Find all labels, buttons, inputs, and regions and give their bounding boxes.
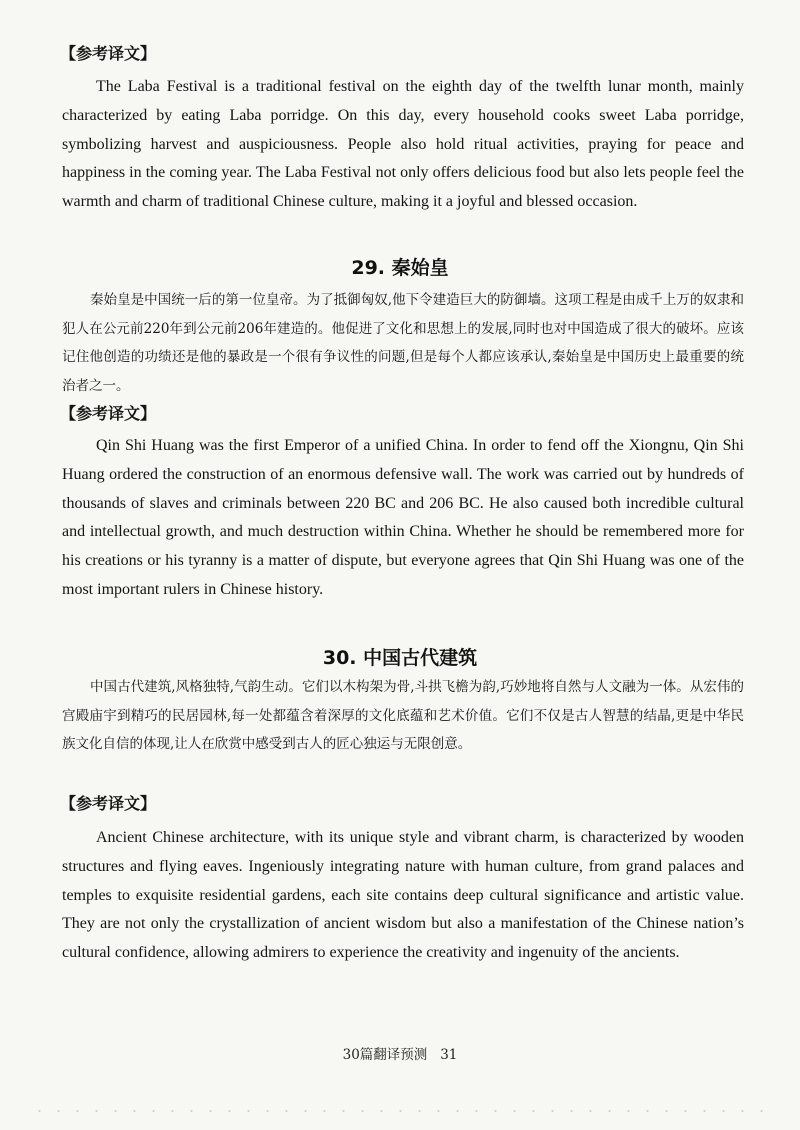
chinese-paragraph: 秦始皇是中国统一后的第一位皇帝。为了抵御匈奴,他下令建造巨大的防御墙。这项工程是由成千上万的奴隶和犯人在公元前220年到公元前206年建造的。他促进了文化和思想上的发展,同时也对中国造成了很大的破坏。应该记住他创造的功绩还是他的暴政是一个很有争议性的问题,但是每个人都应该承认,秦始皇是中国历史上最重要的统治者之一。 — [62, 292, 744, 394]
reference-translation-label: 【参考译文】 — [60, 794, 157, 813]
page-number: 31 — [440, 1047, 458, 1063]
book-title: 30篇翻译预测 — [342, 1047, 428, 1063]
qin-shi-huang-translation — [62, 432, 744, 605]
translation-paragraph: Ancient Chinese architecture, with its unique style and vibrant charm, is characterized by wooden structures and flying eaves. Ingeniously integrating nature with human culture, from grand palaces and temples to exquisite residential gardens, each site contains deep cultural significance and artistic value. They are not only the crystallization of ancient wisdom but also a manifestation of the Chinese nation’s cultural confidence, allowing admirers to experience the creativity and ingenuity of the ancients. — [62, 829, 744, 962]
scan-speckle-decoration — [30, 1108, 770, 1114]
architecture-translation — [62, 824, 744, 968]
section-29-title: 29. 秦始皇 — [351, 257, 449, 279]
qin-shi-huang-chinese-text — [62, 286, 744, 400]
translation-paragraph: Qin Shi Huang was the first Emperor of a unified China. In order to fend off the Xiongnu, Qin Shi Huang ordered the construction of an enormous defensive wall. The work was carried out by hundreds of thousands of slaves and criminals between 220 BC and 206 BC. He also caused both incredible cultural and intellectual growth, and much destruction within China. Whether he should be remembered more for his creations or his tyranny is a matter of dispute, but everyone agrees that Qin Shi Huang was one of the most important rulers in Chinese history. — [62, 437, 744, 598]
chinese-paragraph: 中国古代建筑,风格独特,气韵生动。它们以木构架为骨,斗拱飞檐为韵,巧妙地将自然与人文融为一体。从宏伟的宫殿庙宇到精巧的民居园林,每一处都蕴含着深厚的文化底蕴和艺术价值。它们不仅是古人智慧的结晶,更是中华民族文化自信的体现,让人在欣赏中感受到古人的匠心独运与无限创意。 — [62, 679, 744, 752]
laba-translation-paragraph: The Laba Festival is a traditional festival on the eighth day of the twelfth lunar month, mainly characterized by eating Laba porridge. On this day, every household cooks sweet Laba porridge, symbolizing harvest and auspiciousness. People also hold ritual activities, praying for peace and happiness in the coming year. The Laba Festival not only offers delicious food but also lets people feel the warmth and charm of traditional Chinese culture, making it a joyful and blessed occasion. — [62, 78, 744, 211]
laba-translation — [62, 73, 744, 217]
section-30-title: 30. 中国古代建筑 — [322, 647, 478, 669]
reference-translation-label: 【参考译文】 — [60, 44, 157, 63]
reference-translation-label: 【参考译文】 — [60, 404, 157, 423]
page-footer — [0, 1046, 800, 1064]
architecture-chinese-text — [62, 673, 744, 759]
